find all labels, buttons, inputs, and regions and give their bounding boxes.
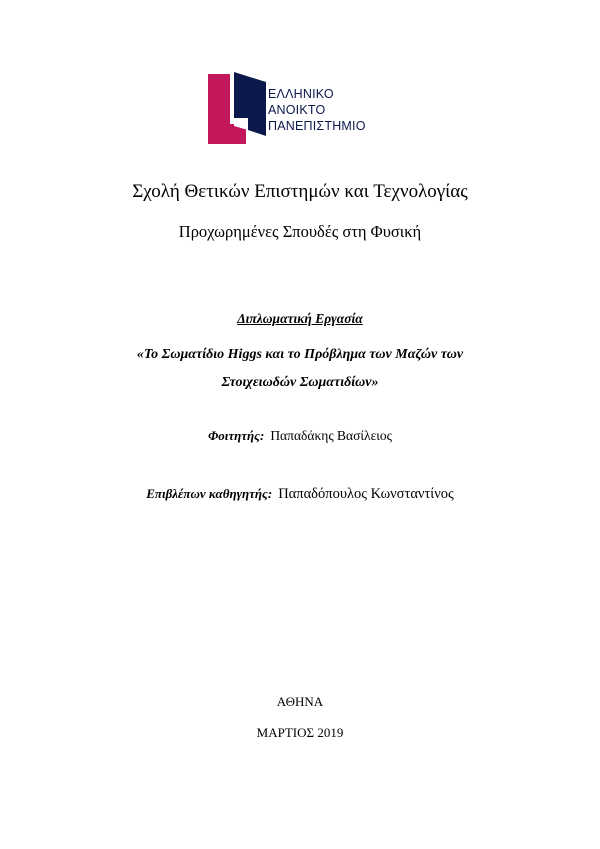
student-row xyxy=(0,428,600,444)
supervisor-label: Επιβλέπων καθηγητής: xyxy=(146,486,273,501)
supervisor-name: Παπαδόπουλος Κωνσταντίνος xyxy=(278,486,454,502)
logo-line-1: ΕΛΛΗΝΙΚΟ xyxy=(268,87,334,101)
thesis-label: Διπλωματική Εργασία xyxy=(237,311,363,326)
thesis-title-line-2: Στοιχειωδών Σωματιδίων» xyxy=(221,375,379,390)
logo-line-2: ΑΝΟΙΚΤΟ xyxy=(268,103,326,117)
program-name: Προχωρημένες Σπουδές στη Φυσική xyxy=(178,222,422,241)
logo-emblem-icon xyxy=(208,72,268,146)
thesis-title-line-1: «Το Σωματίδιο Higgs και το Πρόβλημα των Μαζών των xyxy=(136,347,464,362)
thesis-title xyxy=(0,341,600,397)
city: ΑΘΗΝΑ xyxy=(276,694,324,709)
school-name: Σχολή Θετικών Επιστημών και Τεχνολογίας xyxy=(132,181,468,202)
logo-line-3: ΠΑΝΕΠΙΣΤΗΜΙΟ xyxy=(268,119,366,133)
logo-wordmark xyxy=(268,86,366,134)
date: ΜΑΡΤΙΟΣ 2019 xyxy=(256,725,344,740)
student-name: Παπαδάκης Βασίλειος xyxy=(270,428,392,443)
university-logo xyxy=(208,72,398,146)
supervisor-row xyxy=(0,486,600,503)
student-label: Φοιτητής: xyxy=(208,428,265,443)
